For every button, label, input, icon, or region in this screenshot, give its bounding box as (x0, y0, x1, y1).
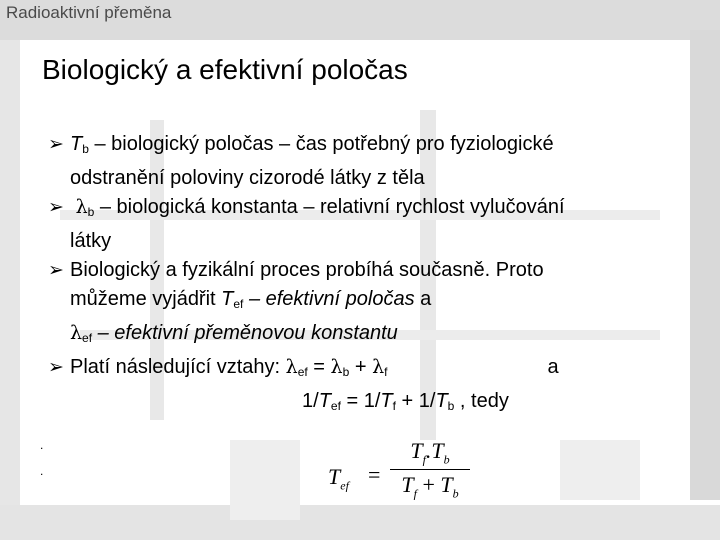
formula-equals: = (368, 462, 381, 487)
symbol-subscript: ef (82, 331, 93, 345)
symbol-subscript: b (447, 399, 455, 413)
lambda-symbol: λ (285, 356, 298, 378)
fraction-bar (390, 469, 470, 470)
slide-title: Biologický a efektivní poločas (42, 54, 408, 85)
symbol-subscript: f (384, 365, 388, 379)
lambda-symbol: λ (70, 322, 83, 344)
arrow-bullet-icon: ➢ (48, 197, 64, 218)
symbol-T: T (435, 390, 448, 412)
bullet-item (48, 130, 688, 193)
arrow-bullet-icon: ➢ (48, 260, 64, 281)
operator: + (416, 472, 441, 498)
bullet-text: Platí následující vztahy: (70, 356, 286, 378)
bullet-text-italic: – efektivní přeměnovou konstantu (92, 322, 398, 344)
symbol-subscript: ef (297, 365, 308, 379)
symbol-subscript: b (342, 365, 350, 379)
symbol-T: T (401, 472, 414, 498)
bullet-text: odstranění poloviny cizorodé látky z těla (70, 167, 425, 189)
fraction-denominator (390, 472, 470, 501)
bullet-text: látky (70, 230, 112, 252)
symbol-subscript: f (422, 452, 426, 467)
arrow-bullet-icon: ➢ (48, 357, 64, 378)
operator: = (307, 356, 331, 378)
lambda-symbol: λ (75, 196, 88, 218)
formula-text: + 1/ (395, 390, 436, 412)
fraction-numerator (390, 438, 470, 467)
bullet-text: Biologický a fyzikální proces probíhá současně. Proto (70, 259, 544, 281)
operator: . (425, 438, 432, 463)
symbol-subscript: ef (233, 297, 244, 311)
symbol-subscript: f (413, 486, 417, 501)
dot: . (40, 438, 44, 452)
formula-lhs (328, 464, 349, 493)
bullet-text: můžeme vyjádřit (70, 288, 222, 310)
formula-fraction (390, 438, 470, 502)
symbol-subscript: b (452, 486, 459, 501)
symbol-subscript: f (392, 399, 396, 413)
symbol-T: T (318, 390, 331, 412)
formula-text: = 1/ (340, 390, 381, 412)
symbol-subscript: b (87, 205, 95, 219)
bullet-item (48, 353, 688, 421)
symbol-subscript: ef (330, 399, 341, 413)
operator: + (349, 356, 373, 378)
symbol-T: T (431, 438, 444, 463)
bullet-text: a (547, 356, 559, 378)
symbol-T: T (70, 133, 83, 155)
bullet-text: – biologická konstanta – relativní rychlost vylučování (94, 196, 565, 218)
symbol-T: T (380, 390, 393, 412)
lambda-symbol: λ (330, 356, 343, 378)
arrow-bullet-icon: ➢ (48, 134, 64, 155)
symbol-T: T (221, 288, 234, 310)
symbol-T: T (440, 472, 453, 498)
bullet-item (48, 193, 688, 256)
bullet-text: a (414, 288, 432, 310)
formula-text: , tedy (454, 390, 509, 412)
bullet-list (48, 130, 688, 421)
symbol-subscript: ef (340, 478, 349, 493)
symbol-subscript: b (82, 142, 89, 156)
symbol-T: T (410, 438, 423, 463)
bullet-text: – biologický poločas – čas potřebný pro fyziologické (88, 133, 554, 155)
bullet-item (48, 256, 688, 353)
bullet-text-italic: – efektivní poločas (243, 288, 415, 310)
symbol-T: T (328, 464, 341, 489)
lambda-symbol: λ (372, 356, 385, 378)
dot: . (40, 464, 44, 478)
formula-text: 1/ (302, 390, 319, 412)
symbol-subscript: b (443, 452, 450, 467)
stray-dots (40, 432, 43, 484)
slide-header: Radioaktivní přeměna (6, 3, 172, 22)
